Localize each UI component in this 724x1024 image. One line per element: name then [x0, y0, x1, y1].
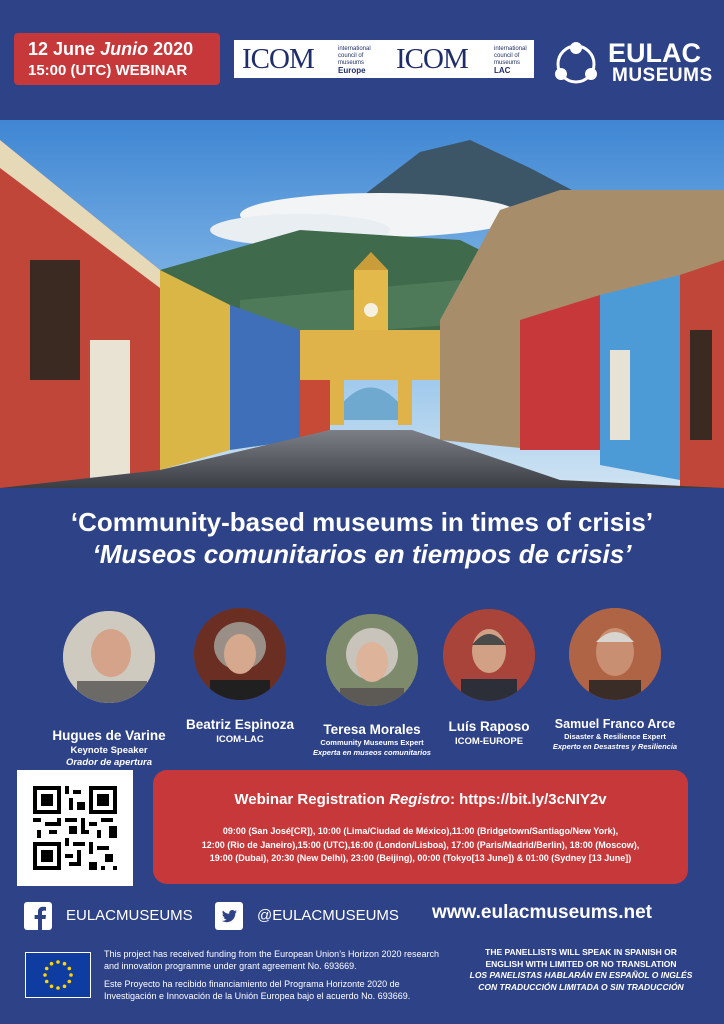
icom-logos: [234, 40, 534, 78]
speaker-portrait: [443, 609, 535, 701]
time-line: 15:00 (UTC) WEBINAR: [28, 62, 188, 79]
language-notice: THE PANELLISTS WILL SPEAK IN SPANISH OR ENGLISH WITH LIMITED OR NO TRANSLATION LOS PANELISTAS HABLARÁN EN ESPAÑOL O INGLÉS CON TRADUCCIÓN LIMITADA O SIN TRADUCCIÓN: [469, 947, 693, 992]
speaker-hugues-de-varine: [34, 611, 184, 768]
event-title-es: ‘Museos comunitarios en tiempos de crisis’: [92, 539, 632, 569]
icom-lac-caption: international council of museums LAC: [494, 46, 527, 75]
twitter-handle[interactable]: @EULACMUSEUMS: [257, 907, 399, 924]
registration-qr-code[interactable]: [17, 770, 133, 886]
qr-code-icon: [17, 770, 133, 886]
speaker-samuel-franco-arce: [540, 608, 690, 751]
registration-heading: Webinar Registration Registro: https://bit.ly/3cNIY2v: [234, 791, 607, 808]
speaker-portrait: [63, 611, 155, 703]
speaker-role-es: Experta en museos comunitarios: [313, 748, 431, 757]
funding-statement-es: Este Proyecto ha recibido financiamiento del Programa Horizonte 2020 de Investigación e Innovación de la Unión Europea bajo el acuerdo No. 693669.: [104, 979, 411, 1001]
funding-statement-en: This project has received funding from the European Union’s Horizon 2020 research and innovation programme under grant agreement No. 693669.: [104, 949, 440, 971]
twitter-icon[interactable]: [215, 902, 243, 930]
eulac-title: EULAC: [608, 38, 701, 68]
speaker-name: Luís Raposo: [448, 719, 530, 734]
website-link[interactable]: www.eulacmuseums.net: [432, 902, 652, 923]
time-zones-list: 09:00 (San José[CR]), 10:00 (Lima/Ciudad de México),11:00 (Bridgetown/Santiago/New York), 12:00 (Rio de Janeiro),15:00 (UTC),16:00 (London/Lisboa), 17:00 (Paris/Madrid/Berlin), 18:00 (Moscow), 19:00 (Dubai), 20:30 (New Delhi), 23:00 (Beijing), 00:00 (Tokyo[13 June]) & 01:00 (Sydney [13 June]): [201, 826, 640, 863]
speaker-portrait: [569, 608, 661, 700]
antigua-street-photo: [0, 120, 724, 488]
speaker-name: Hugues de Varine: [52, 728, 166, 743]
date-line: 12 June Junio 2020: [28, 39, 194, 59]
icom-europe-caption: international council of museums Europe: [338, 46, 371, 75]
speaker-role: ICOM-EUROPE: [454, 736, 524, 747]
speaker-name: Teresa Morales: [323, 722, 421, 737]
icom-europe-logo: ICOM: [242, 43, 314, 75]
facebook-handle[interactable]: EULACMUSEUMS: [66, 907, 193, 924]
speaker-role-es: Orador de apertura: [65, 757, 153, 768]
speaker-role: Disaster & Resilience Expert: [564, 732, 666, 741]
speaker-role-es: Experto en Desastres y Resiliencia: [552, 742, 678, 751]
speaker-role: Community Museums Expert: [320, 738, 424, 747]
facebook-icon[interactable]: [24, 902, 52, 930]
icom-lac-logo: ICOM: [396, 43, 468, 75]
speaker-portrait: [326, 614, 418, 706]
speaker-name: Beatriz Espinoza: [185, 717, 295, 732]
date-badge: [14, 33, 220, 85]
eu-flag-icon: [25, 952, 91, 998]
eulac-subtitle: MUSEUMS: [612, 65, 713, 86]
speaker-beatriz-espinoza: [165, 608, 315, 745]
speaker-portrait: [194, 608, 286, 700]
eulac-logo-icon: [552, 40, 600, 88]
event-title-en: ‘Community-based museums in times of crisis’: [70, 507, 654, 537]
registration-panel: [153, 770, 688, 884]
speaker-role: ICOM-LAC: [216, 734, 264, 745]
speaker-role: Keynote Speaker: [70, 745, 148, 756]
registration-link[interactable]: : https://bit.ly/3cNIY2v: [449, 791, 607, 808]
speaker-name: Samuel Franco Arce: [554, 717, 676, 731]
